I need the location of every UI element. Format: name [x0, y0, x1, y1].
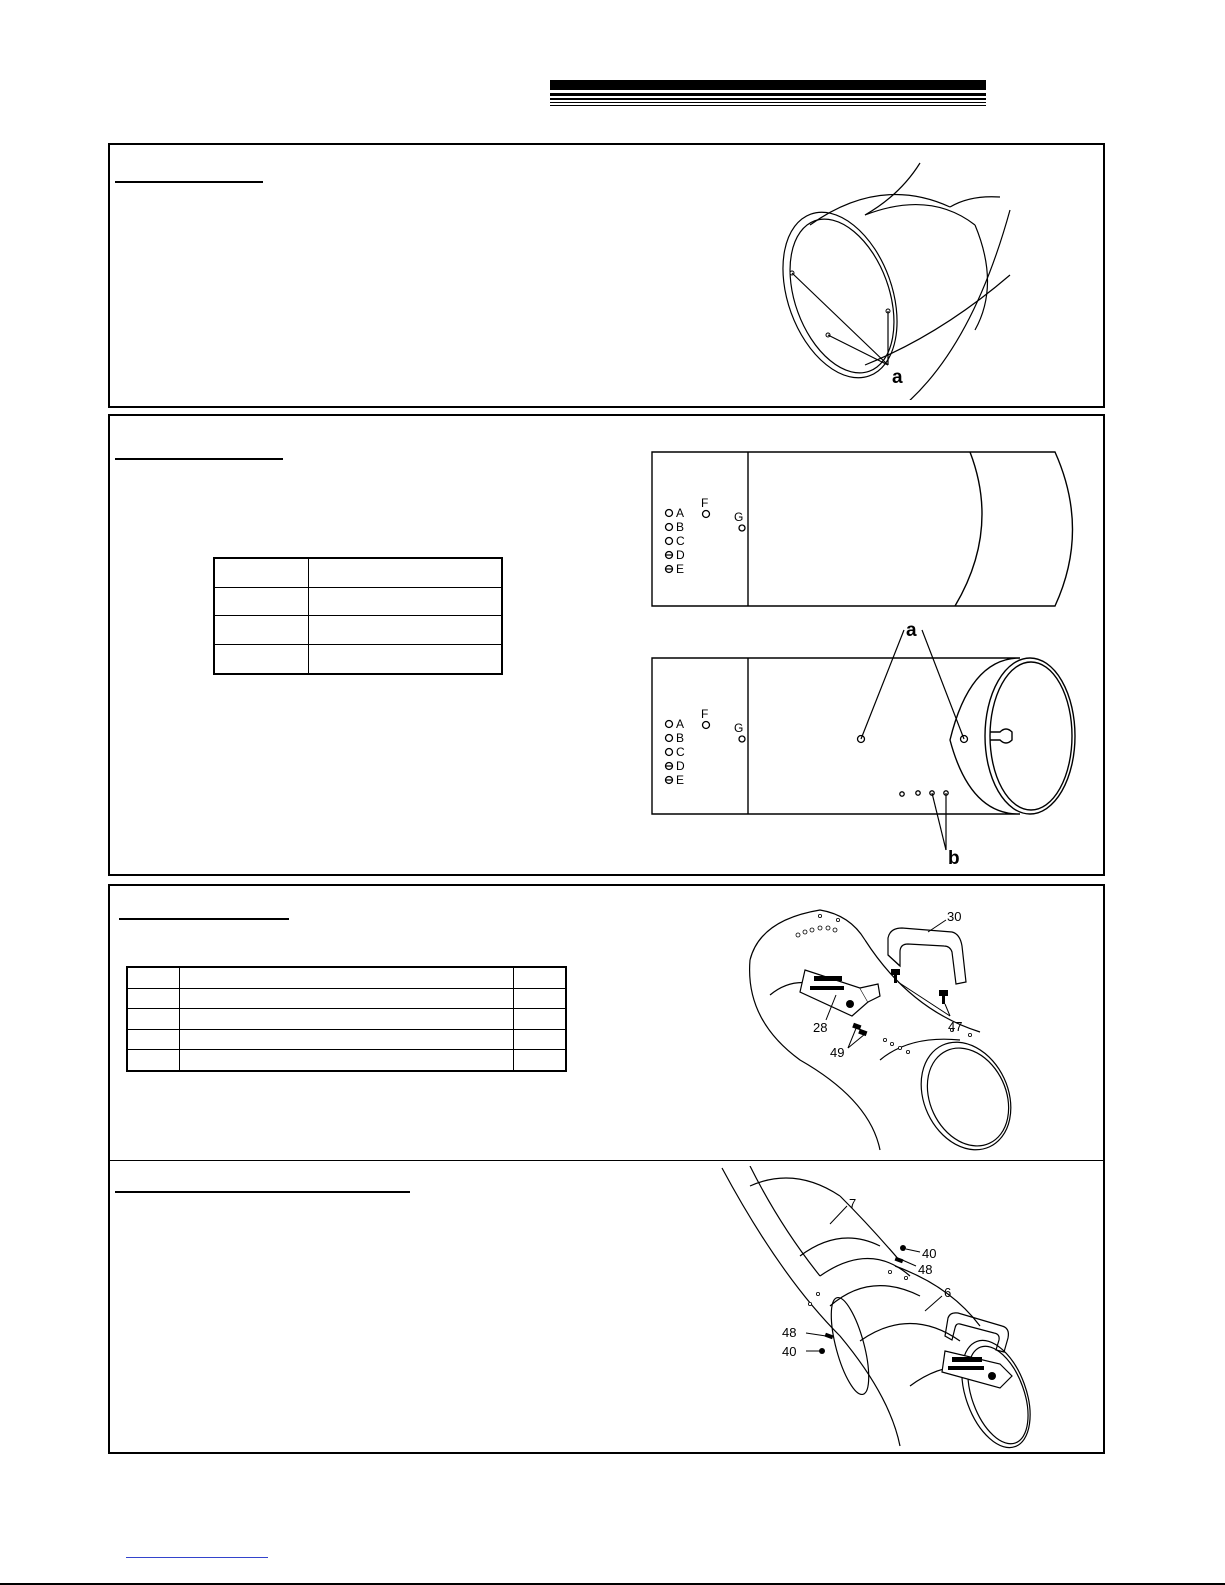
section-heading-underline — [119, 918, 289, 920]
callout-a: a — [892, 367, 903, 388]
section-heading-underline — [115, 181, 263, 183]
step-panel-2 — [108, 414, 1105, 876]
hole-label-f: F — [701, 707, 709, 721]
tube-hole-chart-top — [650, 450, 1090, 610]
table-row — [214, 645, 502, 675]
hole-label-g: G — [734, 510, 744, 524]
hole-label-e: E — [676, 562, 685, 576]
handle-assembly-illustration — [740, 900, 1040, 1162]
hole-label-b: B — [676, 731, 685, 745]
part-label-40-top: 40 — [922, 1246, 937, 1261]
section-heading-underline — [115, 458, 283, 460]
table-row — [214, 588, 502, 616]
hole-label-d: D — [676, 759, 685, 773]
table-row — [127, 967, 566, 988]
table-row — [127, 1029, 566, 1050]
table-row — [127, 1050, 566, 1071]
callout-b: b — [948, 848, 960, 869]
hole-label-e: E — [676, 773, 685, 787]
parts-table — [126, 966, 567, 1072]
step-panel-1 — [108, 143, 1105, 408]
part-label-28: 28 — [813, 1020, 828, 1035]
step-panel-3 — [108, 884, 1105, 1162]
step-panel-4 — [108, 1160, 1105, 1454]
table-row — [127, 1009, 566, 1030]
table-row — [214, 616, 502, 645]
part-label-49: 49 — [830, 1045, 845, 1060]
table-row — [214, 558, 502, 588]
hole-setting-table — [213, 557, 503, 675]
hole-label-c: C — [676, 745, 685, 759]
part-label-48-top: 48 — [918, 1262, 933, 1277]
footer-link-underline[interactable] — [126, 1557, 268, 1558]
part-label-6: 6 — [944, 1285, 952, 1300]
part-label-40-left: 40 — [782, 1344, 797, 1359]
hole-label-c: C — [676, 534, 685, 548]
table-row — [127, 988, 566, 1009]
tube-hole-chart-bottom — [650, 620, 1090, 870]
hole-label-d: D — [676, 548, 685, 562]
hole-label-f: F — [701, 496, 709, 510]
part-label-30: 30 — [947, 909, 962, 924]
hole-label-a: A — [676, 717, 685, 731]
part-label-47: 47 — [948, 1019, 963, 1034]
part-label-48-left: 48 — [782, 1325, 797, 1340]
tube-end-illustration — [770, 155, 1090, 400]
tube-joint-illustration — [720, 1166, 1050, 1451]
part-label-7: 7 — [849, 1196, 857, 1211]
header-banner — [550, 80, 986, 106]
hole-label-b: B — [676, 520, 685, 534]
callout-a: a — [906, 620, 917, 641]
section-heading-underline — [115, 1191, 410, 1193]
hole-label-g: G — [734, 721, 744, 735]
hole-label-a: A — [676, 506, 685, 520]
